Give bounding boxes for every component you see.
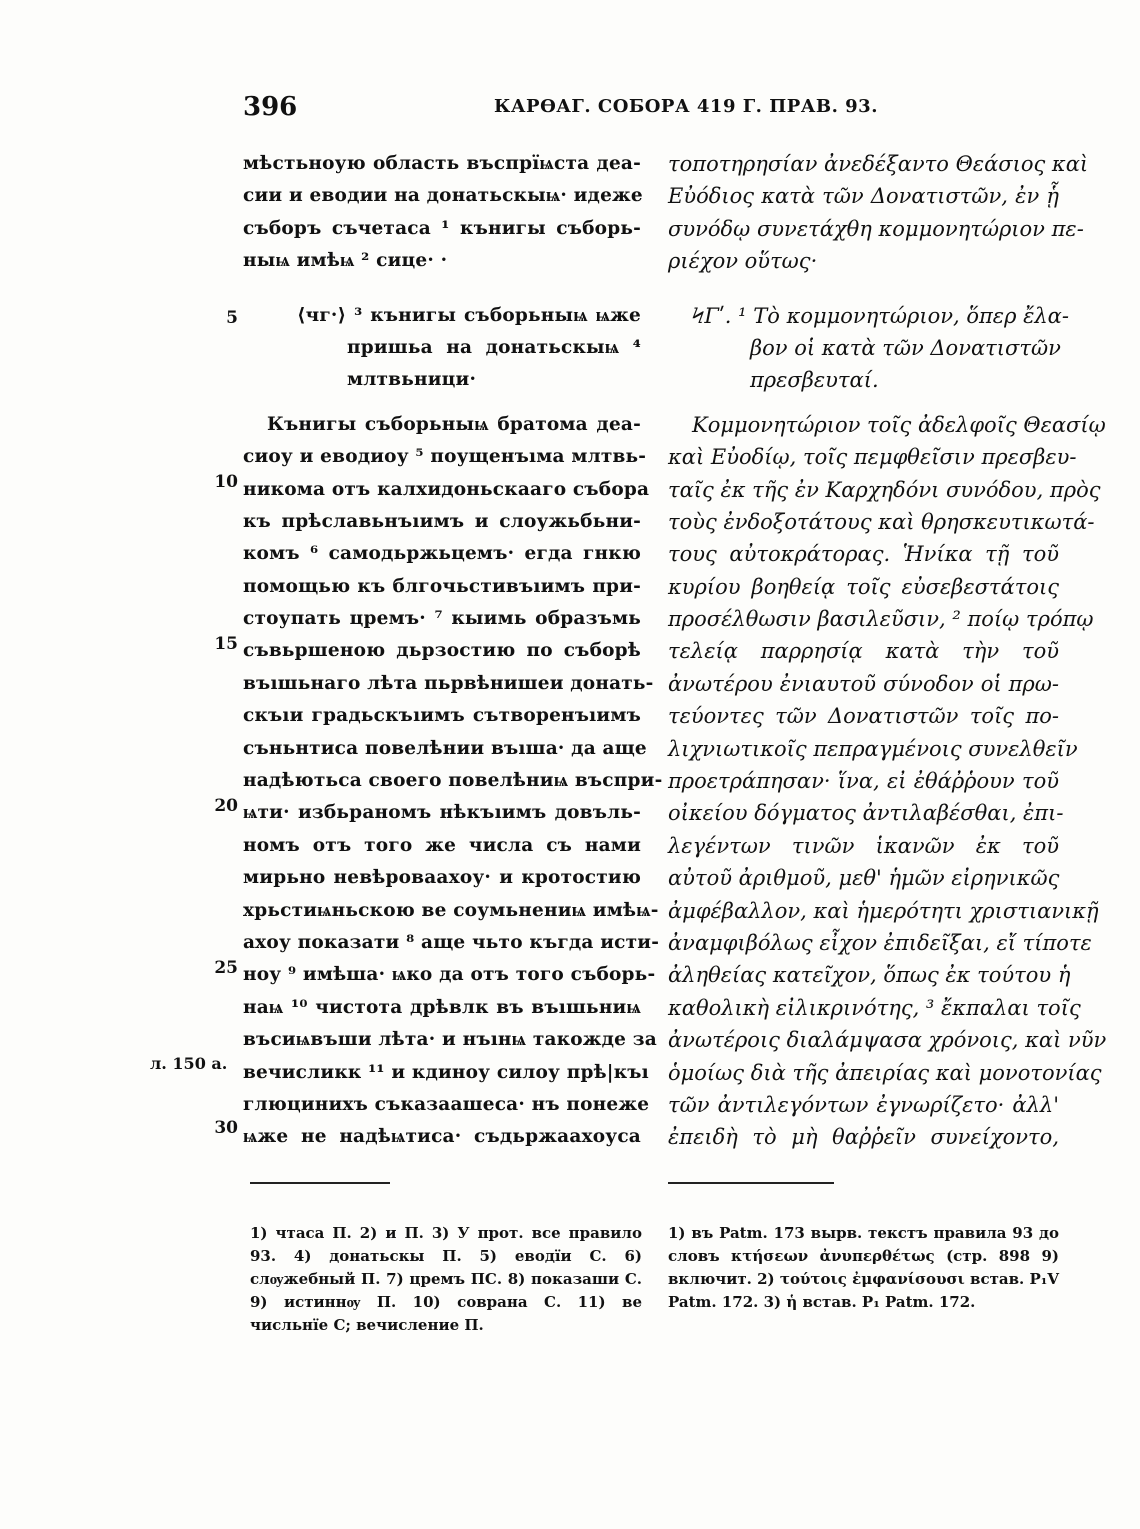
title-line: πρεσβευταί. [750, 368, 879, 393]
text-line: ἀμφέβαλλον, καὶ ἡμερότητι χριστιανικῇ [668, 898, 1099, 923]
text-line: ταῖς ἐκ τῆς ἐν Καρχηδόνι συνόδου, πρὸς [668, 477, 1101, 502]
text-line: мѣстьноую область въспрїѩста деа- [243, 153, 641, 174]
text-line: комъ ⁶ самодьржьцемъ· егда гнкю [243, 543, 641, 565]
footnote-text: 1) въ Patm. 173 вырв. текстъ правила 93 до словъ κτήσεων ἀνυπερθέτως (стр. 898 9) включит. 2) τούτοις ἐμφανίσουσι встав. P₁V Patm. 172. 3) ἡ встав. P₁ Patm. 172. [668, 1224, 1059, 1311]
text-line: къ прѣславьнъıимъ и слоужьбьни- [243, 510, 641, 532]
text-line: ἀναμφιβόλως εἶχον ἐπιδεῖξαι, εἴ τίποτε [668, 930, 1092, 955]
slavonic-canon-title [243, 300, 641, 397]
text-line: въсиѩвъши лѣта· и нъıнѩ такожде за [243, 1029, 657, 1051]
text-line: ὁμοίως διὰ τῆς ἀπειρίας καὶ μονοτονίας [668, 1060, 1102, 1085]
text-line: никома отъ калхидоньскааго събора [243, 478, 650, 500]
greek-column [668, 148, 1107, 1154]
text-line: надѣютьса своего повелѣниѩ въспри- [243, 770, 663, 792]
text-line: ноу ⁹ имѣша· ѩко да отъ того съборь- [243, 964, 656, 986]
text-line: Εὐόδιος κατὰ τῶν Δονατιστῶν, ἐν ᾗ [668, 184, 1059, 209]
line-number-15: 15 [214, 634, 238, 654]
title-line: млтвьници· [347, 369, 477, 391]
line-number-10: 10 [214, 472, 238, 492]
text-line: ἀνωτέρου ἐνιαυτοῦ σύνοδον οἱ πρω- [668, 671, 1059, 696]
text-line: οἰκείου δόγματος ἀντιλαβέσθαι, ἐπι- [668, 801, 1064, 826]
text-line: τελείᾳ παρρησίᾳ κατὰ τὴν τοῦ [668, 639, 1059, 664]
text-line: τοποτηρησίαν ἀνεδέξαντο Θεάσιος καὶ [668, 152, 1089, 176]
slavonic-body [243, 409, 663, 1154]
text-line: τῶν ἀντιλεγόντων ἐγνωρίζετο· ἀλλ' [668, 1092, 1059, 1117]
greek-canon-title [668, 300, 1069, 397]
text-line: съборъ съчетаса ¹ кънигы съборь- [243, 217, 641, 239]
text-line: стоупать цремъ· ⁷ кыимь образъмь [243, 608, 641, 630]
text-line: глюцинихъ съказаашеса· нъ понеже [243, 1093, 650, 1115]
text-line: συνόδῳ συνετάχθη κομμονητώριον πε- [668, 216, 1084, 241]
text-line: λιχνιωτικοῖς πεπραγμένοις συνελθεῖν [668, 736, 1078, 761]
slavonic-column [243, 148, 663, 1154]
text-line: ἐπειδὴ τὸ μὴ θαῤῥεῖν συνείχοντο, [668, 1125, 1059, 1150]
text-line: Κομμονητώριον τοῖς ἀδελφοῖς Θεασίῳ [692, 412, 1106, 437]
line-number-5: 5 [226, 308, 238, 328]
text-line: προσέλθωσιν βασιλεῦσιν, ² ποίῳ τρόπῳ [668, 607, 1094, 632]
text-line: λεγέντων τινῶν ἱκανῶν ἐκ τοῦ [668, 833, 1059, 858]
line-number-25: 25 [214, 958, 238, 978]
title-line: ⟨чг·⟩ ³ кънигы съборьныѩ ѩже [297, 304, 641, 326]
folio-marker: л. 150 а. [150, 1054, 228, 1073]
footnote-rule-right [668, 1182, 834, 1184]
title-line: βον οἱ κατὰ τῶν Δονατιστῶν [750, 335, 1061, 360]
text-line: ѩже не надѣѩтиса· съдьржаахоуса [243, 1126, 641, 1148]
text-line: сии и еводии на донатьскыѩ· идеже [243, 185, 643, 207]
line-number-30: 30 [214, 1118, 238, 1138]
text-line: наѩ ¹⁰ чистота дрѣвлк въ въıшьниѩ [243, 996, 641, 1018]
footnote-rule-left [250, 1182, 390, 1184]
text-line: ἀληθείας κατεῖχον, ὅπως ἐκ τούτου ἡ [668, 963, 1071, 988]
footnote-text: 1) чтаса П. 2) и П. 3) У прот. все правило 93. 4) донатьскы П. 5) еводїи С. 6) слѹжебный П. 7) цремъ ПС. 8) показаши С. 9) истиннѹ П. 10) соврана С. 11) ве числьнїе С; вечисление П. [250, 1224, 642, 1334]
footnotes-slavonic [250, 1222, 642, 1337]
text-line: ныѩ имѣѩ ² сице· · [243, 250, 448, 272]
text-line: τους αὐτοκράτορας. Ἡνίκα τῇ τοῦ [668, 542, 1059, 567]
text-line: τοὺς ἐνδοξοτάτους καὶ θρησκευτικωτά- [668, 509, 1095, 534]
footnotes-greek [668, 1222, 1059, 1314]
line-number-20: 20 [214, 796, 238, 816]
text-line: προετράπησαν· ἵνα, εἰ ἐθάῤῥουν τοῦ [668, 769, 1059, 794]
greek-intro [668, 148, 1089, 278]
text-line: ахоу показати ⁸ аще чьто къгда исти- [243, 931, 660, 953]
text-line: съвьршеною дьрзостию по съборѣ [243, 640, 641, 662]
text-line: αὐτοῦ ἀριθμοῦ, μεθ' ἡμῶν εἰρηνικῶς [668, 866, 1060, 891]
title-line: ϞΓʹ. ¹ Τὸ κομμονητώριον, ὅπερ ἔλα- [692, 303, 1069, 328]
running-head: КАРѲАГ. СОБОРА 419 Г. ПРАВ. 93. [494, 96, 878, 117]
text-line: съньнтиса повелѣнии въıша· да аще [243, 737, 647, 759]
text-line: τεύοντες τῶν Δονατιστῶν τοῖς πο- [668, 704, 1059, 729]
text-line: ѩти· избьраномъ нѣкъıимъ довъль- [243, 802, 641, 824]
text-line: ἀνωτέροις διαλάμψασα χρόνοις, καὶ νῦν [668, 1028, 1107, 1053]
text-line: въıшьнаго лѣта пьрвѣнишеи донать- [243, 672, 654, 694]
greek-body [668, 409, 1107, 1154]
text-line: сиоу и еводиоу ⁵ поущенъıма млтвь- [243, 446, 647, 468]
text-line: мирьно невѣроваахоу· и кротостию [243, 867, 641, 889]
text-line: номъ отъ того же числа съ нами [243, 834, 641, 856]
slavonic-intro [243, 148, 641, 278]
text-line: ριέχον οὕτως· [668, 249, 818, 274]
text-line: καὶ Εὐοδίῳ, τοῖς πεμφθεῖσιν πρεσβευ- [668, 445, 1077, 470]
text-line: κυρίου βοηθείᾳ τοῖς εὐσεβεστάτοις [668, 574, 1059, 599]
page-number: 396 [243, 92, 298, 122]
text-line: скъıи градьскъıимъ сътворенъıимъ [243, 705, 641, 727]
text-line: хрьстиѩньскою ве соумьнениѩ имѣѩ- [243, 899, 659, 921]
text-line: καθολικὴ εἰλικρινότης, ³ ἔκπαλαι τοῖς [668, 995, 1081, 1020]
title-line: пришьа на донатьскыѩ ⁴ [347, 336, 641, 358]
text-line: Кънигы съборьныѩ братома деа- [267, 413, 641, 435]
text-line: помощью къ блгочьстивъıимъ при- [243, 575, 641, 597]
text-line: вечисликк ¹¹ и кдиноу силоу прѣ|къı [243, 1061, 649, 1083]
